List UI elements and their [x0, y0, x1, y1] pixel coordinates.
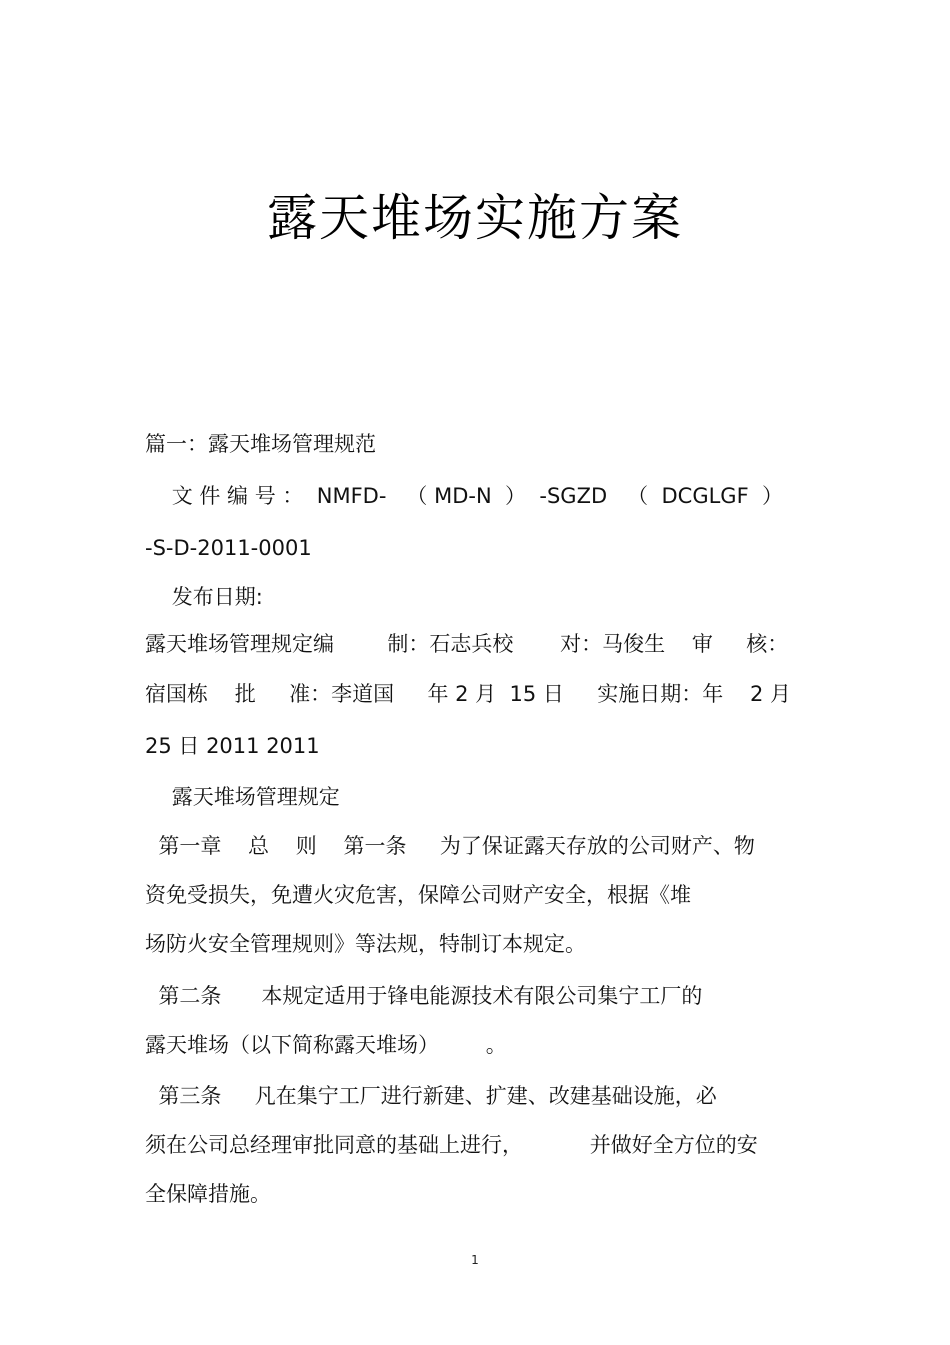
- page-number: 1: [471, 1253, 479, 1267]
- document-title: 露天堆场实施方案: [267, 189, 683, 247]
- authors-line: 露天堆场管理规定编 制：石志兵校 对：马俊生 审 核：: [145, 632, 789, 656]
- file-number-continued: -S-D-2011-0001: [145, 536, 312, 560]
- regulation-title: 露天堆场管理规定: [145, 785, 340, 809]
- article-2-line-2: 露天堆场（以下简称露天堆场） 。: [145, 1033, 507, 1057]
- article-2-line-1: 第二条 本规定适用于锋电能源技术有限公司集宁工厂的: [145, 984, 703, 1008]
- publish-date-line: 发布日期:: [145, 585, 263, 609]
- dates-line: 25 日 2011 2011: [145, 734, 320, 758]
- section-heading: 篇一：露天堆场管理规范: [145, 432, 376, 456]
- article-1-line-1: 第一章 总 则 第一条 为了保证露天存放的公司财产、物: [145, 834, 755, 858]
- article-3-line-2: 须在公司总经理审批同意的基础上进行， 并做好全方位的安: [145, 1133, 758, 1157]
- article-1-line-3: 场防火安全管理规则》等法规，特制订本规定。: [145, 932, 586, 956]
- article-3-line-3: 全保障措施。: [145, 1182, 271, 1206]
- approval-line: 宿国栋 批 准：李道国 年 2 月 15 日 实施日期：年 2 月: [145, 682, 792, 706]
- article-1-line-2: 资免受损失，免遭火灾危害，保障公司财产安全，根据《堆: [145, 883, 691, 907]
- article-3-line-1: 第三条 凡在集宁工厂进行新建、扩建、改建基础设施，必: [145, 1084, 717, 1108]
- file-number-line: 文 件 编 号 ： NMFD- （ MD-N ） -SGZD （ DCGLGF ）: [145, 484, 784, 508]
